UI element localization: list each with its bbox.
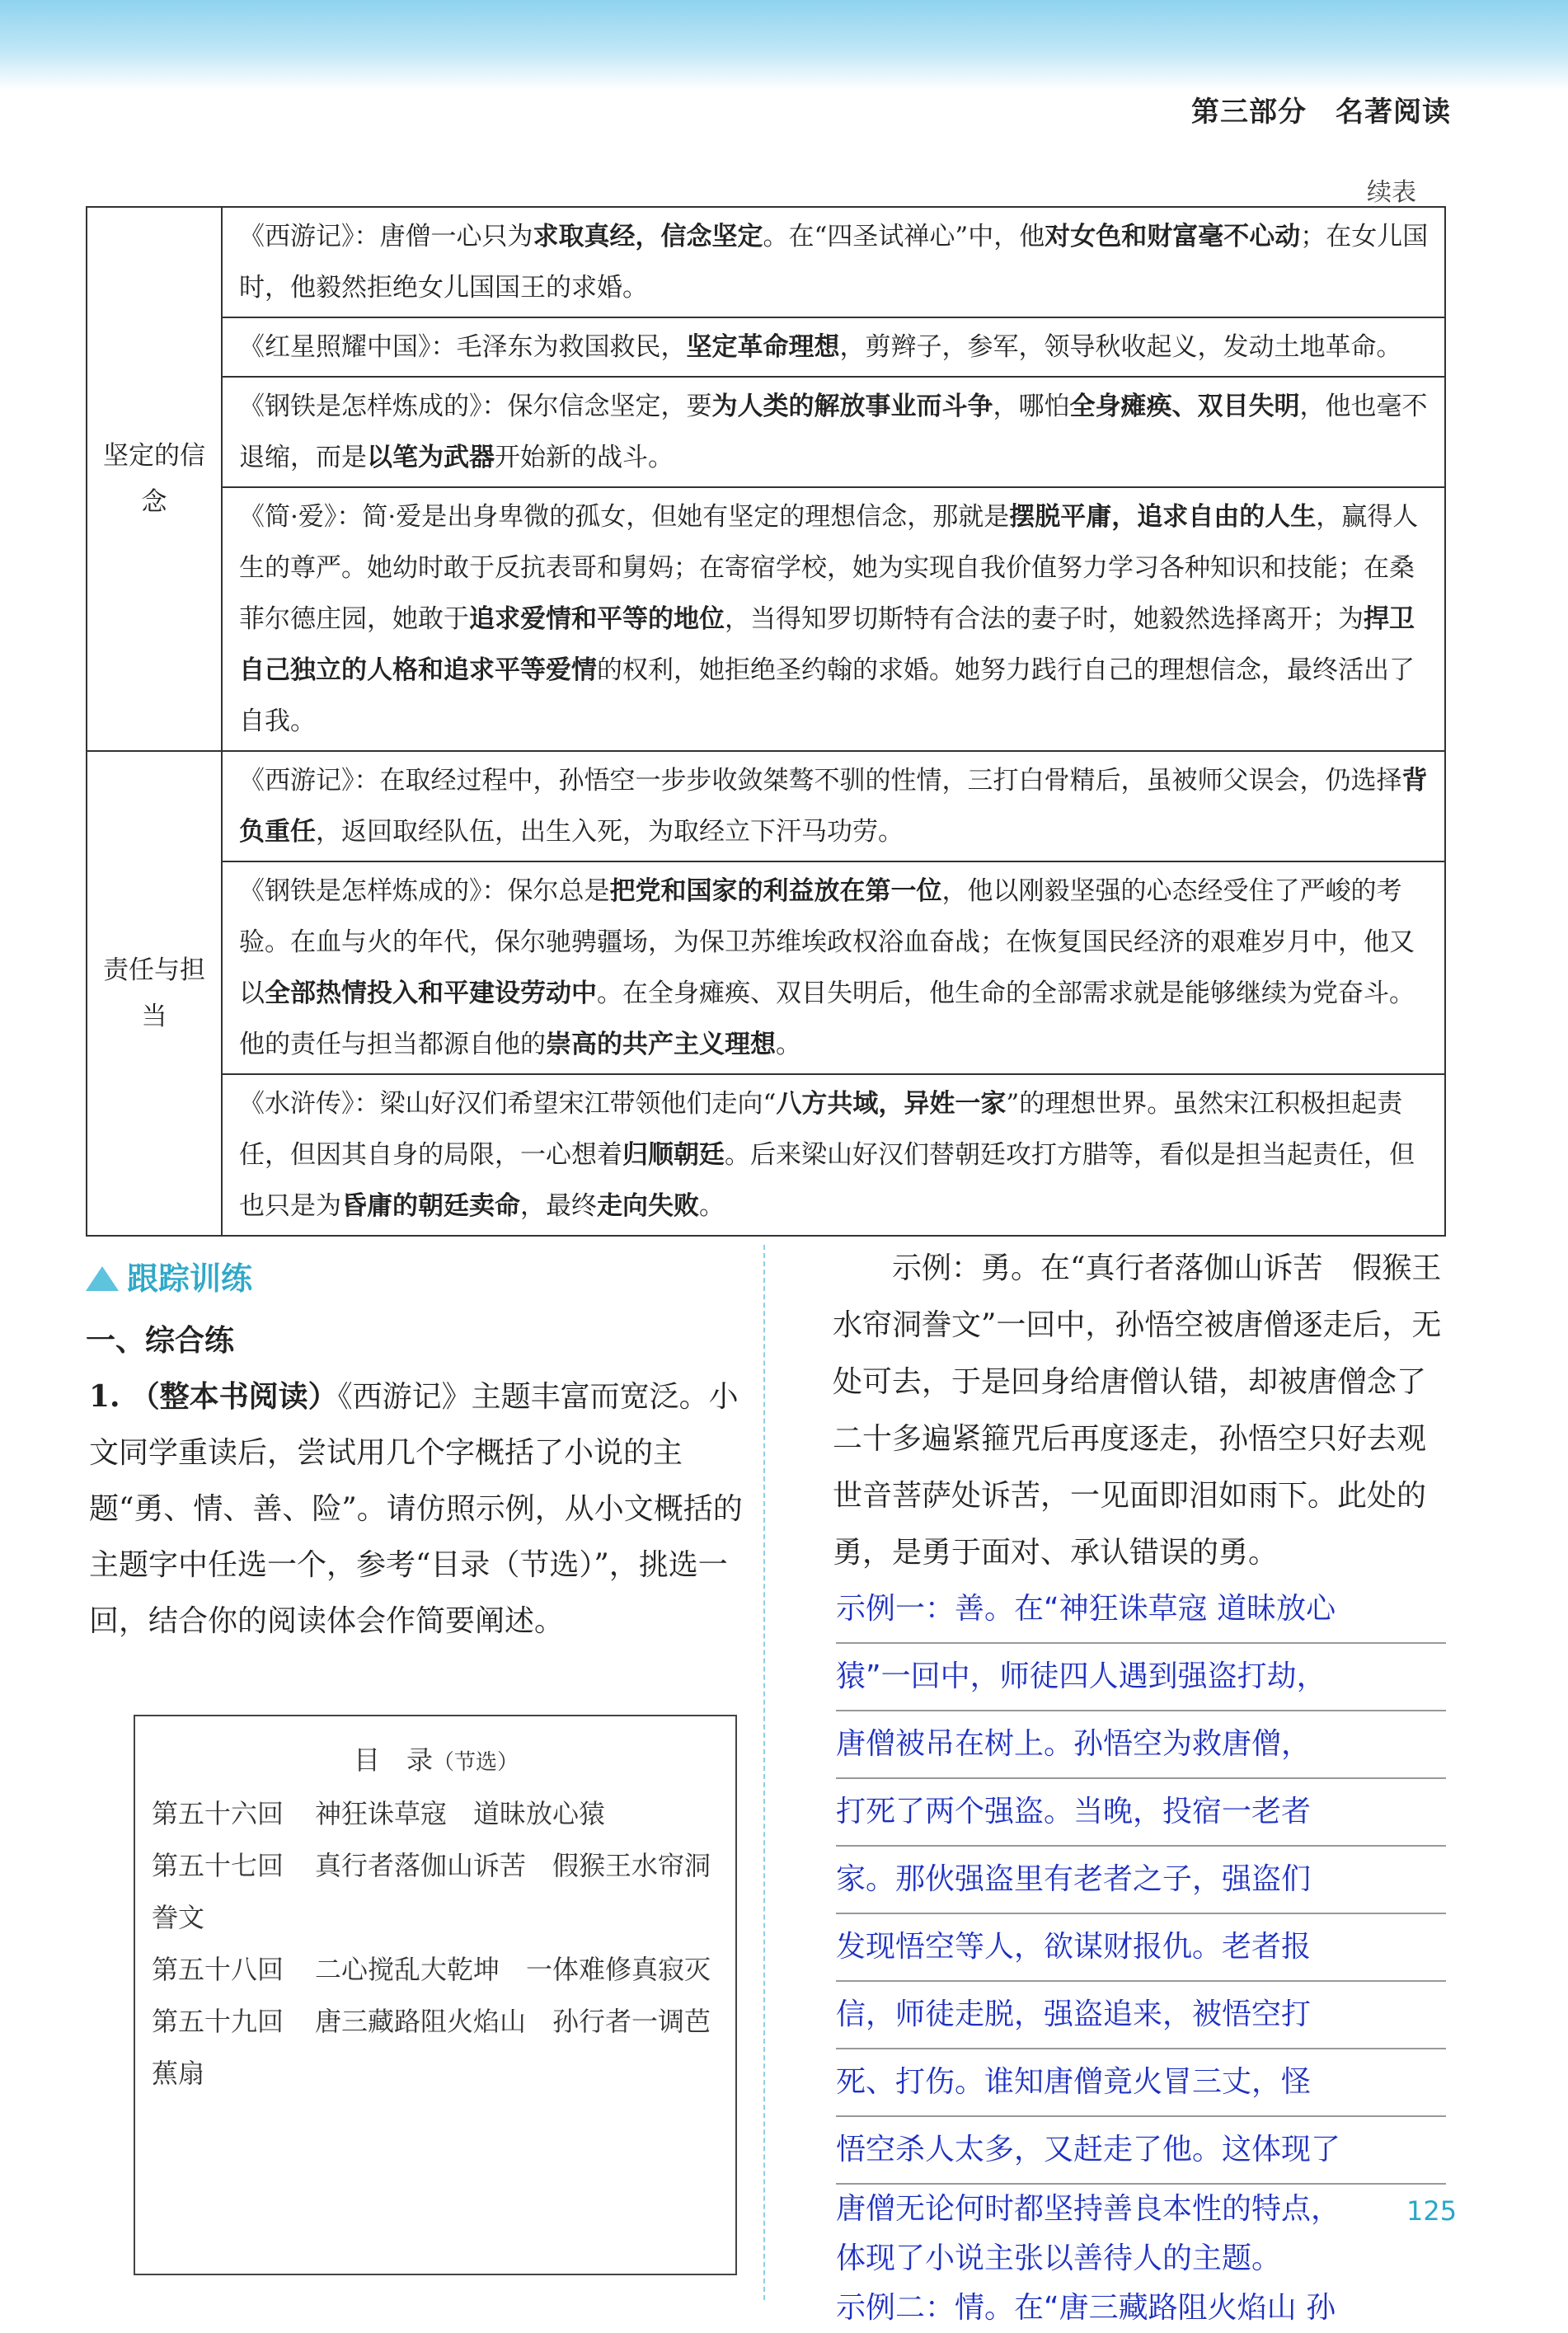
toc-rows: [152, 1788, 721, 2100]
table-row: [87, 207, 1445, 317]
key-phrase: 对女色和财富毫不心动: [1045, 222, 1301, 251]
key-phrase: 追求爱情和平等的地位: [469, 604, 725, 634]
handwritten-answer: [836, 1576, 1446, 2333]
category-cell: 坚定的信念: [87, 207, 222, 751]
answer-line: 唐僧无论何时都坚持善良本性的特点，: [836, 2192, 1341, 2226]
continued-label: 续表: [1367, 178, 1416, 207]
question-number: 1.: [89, 1379, 120, 1414]
key-phrase: 求取真经，信念坚定: [533, 222, 763, 251]
key-phrase: 全部热情投入和平建设劳动中: [265, 979, 597, 1008]
answer-line: 死、打伤。谁知唐僧竟火冒三丈，怪: [836, 2049, 1446, 2117]
answer-line: 家。那伙强盗里有老者之子，强盗们: [836, 1847, 1446, 1914]
toc-row: [152, 1944, 721, 1996]
header-band: [0, 0, 1568, 91]
answer-line: 体现了小说主张以善待人的主题。: [836, 2241, 1282, 2275]
answer-line: 悟空杀人太多，又赶走了他。这体现了: [836, 2117, 1446, 2185]
key-phrase: 坚定革命理想: [686, 332, 840, 362]
category-cell: 责任与担当: [87, 751, 222, 1236]
toc-chapter-title: 真行者落伽山诉苦 假猴王水帘洞誊文: [152, 1850, 711, 1933]
entry-cell: 《红星照耀中国》：毛泽东为救国救民，坚定革命理想，剪辫子，参军，领导秋收起义，发动土地革命。: [222, 317, 1445, 377]
answer-line: 打死了两个强盗。当晚，投宿一老者: [836, 1779, 1446, 1847]
question-text: 《西游记》主题丰富而宽泛。小文同学重读后，尝试用几个字概括了小说的主题“勇、情、善、险”。请仿照示例，从小文概括的主题字中任选一个，参考“目录（节选）”，挑选一回，结合你的阅读体会作简要阐述。: [89, 1380, 743, 1638]
answer-line: 猿”一回中，师徒四人遇到强盗打劫，: [836, 1644, 1446, 1711]
answer-line: 示例一：善。在“神狂诛草寇 道昧放心: [836, 1576, 1446, 1644]
toc-chapter-number: 第五十七回: [152, 1850, 284, 1881]
page-number: 125: [1406, 2195, 1458, 2227]
key-phrase: 以笔为武器: [367, 443, 495, 472]
entry-cell: 《西游记》：唐僧一心只为求取真经，信念坚定。在“四圣试禅心”中，他对女色和财富毫不心动；在女儿国时，他毅然拒绝女儿国国王的求婚。: [222, 207, 1445, 317]
key-phrase: 摆脱平庸，追求自由的人生: [1009, 502, 1317, 532]
key-phrase: 昏庸的朝廷卖命: [341, 1191, 520, 1221]
toc-title-text: 目 录: [353, 1744, 433, 1776]
answer-line: 唐僧被吊在树上。孙悟空为救唐僧，: [836, 1711, 1446, 1779]
key-phrase: 全身瘫痪、双目失明: [1069, 392, 1300, 421]
question-1: [89, 1368, 749, 1650]
practice-title: [86, 1253, 252, 1298]
key-phrase: 把党和国家的利益放在第一位: [609, 876, 942, 906]
section-title: 第三部分 名著阅读: [1191, 96, 1451, 129]
key-phrase: 背负重任: [239, 766, 1428, 847]
entry-cell: 《西游记》：在取经过程中，孙悟空一步步收敛桀骜不驯的性情，三打白骨精后，虽被师父误会，仍选择背负重任，返回取经队伍，出生入死，为取经立下汗马功劳。: [222, 751, 1445, 861]
practice-title-text: 跟踪训练: [127, 1260, 253, 1297]
toc-title: [152, 1739, 721, 1783]
answer-line: 示例二：情。在“唐三藏路阻火焰山 孙: [836, 2291, 1336, 2325]
table-row: [87, 317, 1445, 377]
toc-chapter-title: 唐三藏路阻火焰山 孙行者一调芭蕉扇: [152, 2006, 711, 2089]
column-divider: [763, 1245, 765, 2300]
entry-cell: 《钢铁是怎样炼成的》：保尔总是把党和国家的利益放在第一位，他以刚毅坚强的心态经受住了严峻的考验。在血与火的年代，保尔驰骋疆场，为保卫苏维埃政权浴血奋战；在恢复国民经济的艰难岁月中，他又以全部热情投入和平建设劳动中。在全身瘫痪、双目失明后，他生命的全部需求就是能够继续为党奋斗。他的责任与担当都源自他的崇高的共产主义理想。: [222, 861, 1445, 1074]
toc-chapter-number: 第五十八回: [152, 1954, 284, 1985]
key-phrase: 捍卫自己独立的人格和追求平等爱情: [239, 604, 1415, 685]
entry-cell: 《简·爱》：简·爱是出身卑微的孤女，但她有坚定的理想信念，那就是摆脱平庸，追求自由的人生，赢得人生的尊严。她幼时敢于反抗表哥和舅妈；在寄宿学校，她为实现自我价值努力学习各种知识和技能；在桑菲尔德庄园，她敢于追求爱情和平等的地位，当得知罗切斯特有合法的妻子时，她毅然选择离开；为捍卫自己独立的人格和追求平等爱情的权利，她拒绝圣约翰的求婚。她努力践行自己的理想信念，最终活出了自我。: [222, 487, 1445, 751]
toc-row: [152, 1840, 721, 1944]
toc-chapter-number: 第五十六回: [152, 1798, 284, 1829]
key-phrase: 走向失败: [597, 1191, 699, 1221]
table-row: [87, 751, 1445, 861]
answer-line: 发现悟空等人，欲谋财报仇。老者报: [836, 1914, 1446, 1982]
entry-cell: 《钢铁是怎样炼成的》：保尔信念坚定，要为人类的解放事业而斗争，哪怕全身瘫痪、双目失明，他也毫不退缩，而是以笔为武器开始新的战斗。: [222, 377, 1445, 487]
key-phrase: 归顺朝廷: [622, 1140, 725, 1170]
toc-row: [152, 1788, 721, 1840]
question-tag: （整本书阅读）: [129, 1380, 338, 1414]
triangle-icon: [86, 1266, 119, 1291]
table-row: [87, 377, 1445, 487]
key-phrase: 八方共域，异姓一家: [776, 1089, 1007, 1119]
entry-cell: 《水浒传》：梁山好汉们希望宋江带领他们走向“八方共域，异姓一家”的理想世界。虽然宋江积极担起责任，但因其自身的局限，一心想着归顺朝廷。后来梁山好汉们替朝廷攻打方腊等，看似是担当起责任，但也只是为昏庸的朝廷卖命，最终走向失败。: [222, 1074, 1445, 1236]
toc-chapter-title: 神狂诛草寇 道昧放心猿: [315, 1798, 606, 1829]
key-phrase: 崇高的共产主义理想: [546, 1030, 776, 1059]
key-phrase: 为人类的解放事业而斗争: [711, 392, 993, 421]
themes-table: [86, 206, 1446, 1237]
table-row: [87, 487, 1445, 751]
toc-chapter-title: 二心搅乱大乾坤 一体难修真寂灭: [315, 1954, 711, 1985]
example-text: [833, 1240, 1453, 1581]
toc-row: [152, 1996, 721, 2100]
example-body: 示例：勇。在“真行者落伽山诉苦 假猴王水帘洞誊文”一回中，孙悟空被唐僧逐走后，无处可去，于是回身给唐僧认错，却被唐僧念了二十多遍紧箍咒后再度逐走，孙悟空只好去观世音菩萨处诉苦，一见面即泪如雨下。此处的勇，是勇于面对、承认错误的勇。: [833, 1251, 1442, 1570]
toc-chapter-number: 第五十九回: [152, 2006, 284, 2037]
toc-box: [134, 1715, 737, 2275]
table-row: [87, 861, 1445, 1074]
exercise-subtitle: 一、综合练: [86, 1324, 235, 1358]
table-row: [87, 1074, 1445, 1236]
toc-title-note: （节选）: [433, 1750, 519, 1775]
answer-line: 信，师徒走脱，强盗追来，被悟空打: [836, 1982, 1446, 2049]
